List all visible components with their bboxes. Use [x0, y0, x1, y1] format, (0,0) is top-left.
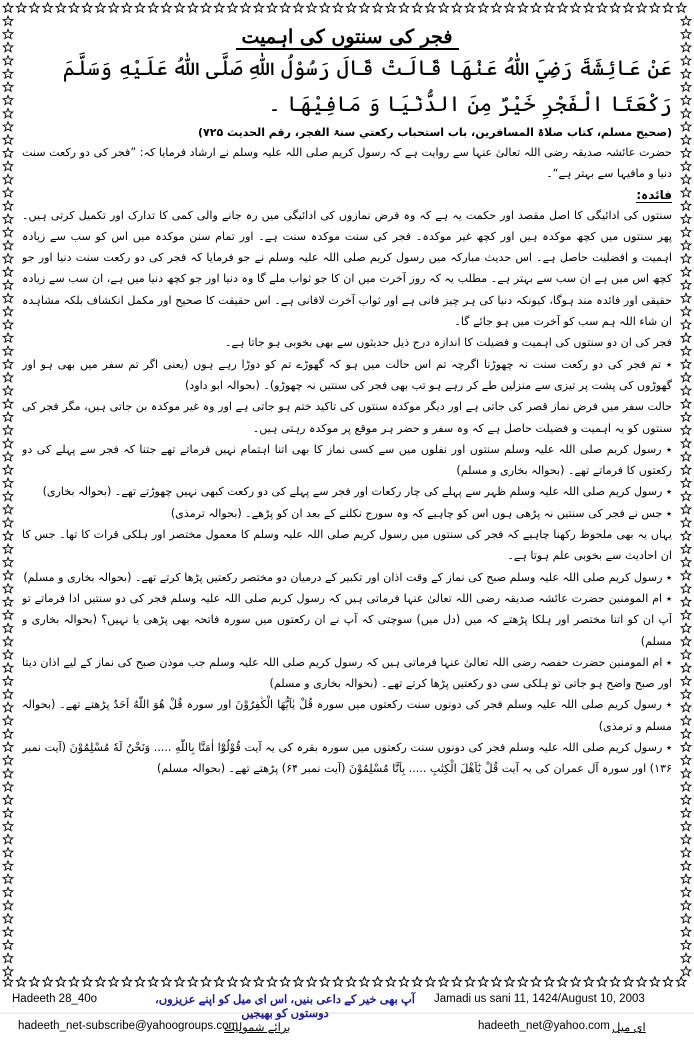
border-star: [201, 3, 211, 12]
border-star: [681, 293, 691, 302]
paragraph: فجر کی ان دو سنتوں کی اہمیت و فضیلت کا اندازہ درج ذیل حدیثوں سے بھی بخوبی ہو جاتا ہے۔: [225, 336, 672, 350]
border-star: [254, 3, 264, 12]
email-label: ای میل: [612, 1022, 646, 1034]
border-star: [16, 3, 26, 12]
border-star: [676, 3, 686, 12]
border-star: [544, 3, 554, 12]
border-star: [3, 953, 13, 962]
border-star: [681, 676, 691, 685]
faida-heading: فائدہ:: [636, 187, 672, 202]
border-star: [681, 359, 691, 368]
border-star: [681, 69, 691, 78]
footer: [0, 992, 694, 1042]
border-star: [30, 3, 40, 12]
border-star: [333, 3, 343, 12]
border-star: [681, 861, 691, 870]
border-star: [681, 320, 691, 329]
border-star: [681, 927, 691, 936]
border-star: [3, 504, 13, 513]
border-star: [3, 438, 13, 447]
border-star: [505, 3, 515, 12]
border-star: [3, 174, 13, 183]
border-star: [681, 663, 691, 672]
border-star: [681, 636, 691, 645]
border-star: [681, 95, 691, 104]
hadith-point: ٭ ام المومنین حضرت عائشہ صدیقہ رضی اللہ تعالیٰ عنہا فرماتی ہیں کہ رسول کریم صلی اللہ علیہ وسلم فجر کی دو سنتیں ادا فرماتے تو آپ ان کو اتنا مختصر اور ہلکا پڑھتے کہ میں (دل میں) سوچتی کہ آپ نے ان رکعتوں میں سورہ فاتحہ بھی پڑھی یا نہیں؟ (بحوالہ بخاری و مسلم): [22, 591, 672, 648]
border-star: [294, 3, 304, 12]
border-star: [681, 399, 691, 408]
hadith-point: ٭ رسول کریم صلی اللہ علیہ وسلم فجر کی دونوں سنت رکعتوں میں سورہ بقرہ کی یہ آیت قُوْلُوْٓا اٰمَنَّا بِاللّٰهِ ..... وَنَحْنُ لَهٗ مُسْلِمُوْنَ (آیت نمبر ۱۳۶) اور سورہ آل عمران کی یہ آیت قُلْ يٰٓاَهْلَ الْكِتٰبِ ..... بِاَنَّا مُسْلِمُوْنَ (آیت نمبر ۶۴) پڑھتے تھے۔ (بحوالہ مسلم): [22, 741, 672, 776]
border-star: [650, 3, 660, 12]
border-star: [3, 306, 13, 315]
border-star: [412, 3, 422, 12]
border-star: [681, 254, 691, 263]
border-star: [681, 504, 691, 513]
border-star: [452, 3, 462, 12]
border-star: [307, 3, 317, 12]
border-star: [681, 729, 691, 738]
border-star: [518, 3, 528, 12]
border-star: [681, 108, 691, 117]
border-star: [3, 557, 13, 566]
border-star: [681, 570, 691, 579]
border-star: [3, 452, 13, 461]
border-star: [681, 768, 691, 777]
border-star: [681, 821, 691, 830]
border-star: [214, 3, 224, 12]
border-star: [3, 610, 13, 619]
border-star: [681, 702, 691, 711]
border-star: [681, 557, 691, 566]
border-star: [3, 240, 13, 249]
border-star: [3, 821, 13, 830]
hadith-reference: (صحیح مسلم، کتاب صلاۃ المسافرین، باب استحباب رکعتي سنۃ الفجر، رقم الحدیث ۷۲۵): [198, 126, 672, 139]
border-star: [109, 3, 119, 12]
border-star: [320, 3, 330, 12]
border-star: [3, 570, 13, 579]
border-star: [681, 188, 691, 197]
page-title: فجر کی سنتوں کی اہمیت: [22, 26, 672, 48]
border-star: [3, 333, 13, 342]
border-star: [3, 320, 13, 329]
border-star: [681, 966, 691, 975]
border-star: [3, 597, 13, 606]
border-star: [3, 267, 13, 276]
border-star: [3, 874, 13, 883]
border-star: [681, 465, 691, 474]
border-star: [681, 887, 691, 896]
arabic-hadith: عَنْ عَائِشَةَ رَضِيَ اللّٰهُ عَنْهَا قَالَتْ قَالَ رَسُوْلُ اللّٰهِ صَلَّى اللّٰهُ عَلَيْهِ وَسَلَّمَ رَكْعَتَا الْفَجْرِ خَيْرٌ مِنَ الدُّنْيَا وَ مَافِيْهَا ۔: [62, 56, 672, 116]
border-star: [681, 597, 691, 606]
share-message: آپ بھی خیر کے داعی بنیں، اس ای میل کو اپنے عزیزوں، دوستوں کو بھیجیں: [154, 994, 415, 1020]
border-star: [3, 977, 13, 986]
border-star: [3, 359, 13, 368]
border-star: [3, 122, 13, 131]
border-star: [399, 3, 409, 12]
border-star: [681, 56, 691, 65]
border-star: [681, 650, 691, 659]
border-star: [681, 940, 691, 949]
border-star: [3, 702, 13, 711]
border-star: [188, 3, 198, 12]
border-star: [681, 135, 691, 144]
border-star: [681, 848, 691, 857]
border-star: [681, 478, 691, 487]
border-star: [3, 755, 13, 764]
border-star: [3, 518, 13, 527]
border-star: [228, 3, 238, 12]
border-star: [3, 280, 13, 289]
border-star: [3, 399, 13, 408]
border-star: [267, 3, 277, 12]
border-star: [3, 623, 13, 632]
border-star: [3, 848, 13, 857]
border-star: [3, 768, 13, 777]
border-star: [681, 161, 691, 170]
border-star: [681, 346, 691, 355]
border-star: [3, 861, 13, 870]
border-star: [531, 3, 541, 12]
border-star: [3, 346, 13, 355]
border-star: [148, 3, 158, 12]
border-star: [3, 412, 13, 421]
contact-email-link[interactable]: hadeeth_net@yahoo.com: [478, 1020, 610, 1032]
border-star: [681, 372, 691, 381]
border-star: [3, 42, 13, 51]
border-star: [681, 782, 691, 791]
border-star: [681, 214, 691, 223]
border-star: [3, 108, 13, 117]
border-star: [681, 425, 691, 434]
border-star: [681, 953, 691, 962]
border-star: [3, 531, 13, 540]
border-star: [681, 122, 691, 131]
border-star: [681, 280, 691, 289]
border-star: [3, 914, 13, 923]
border-star: [478, 3, 488, 12]
border-star: [558, 3, 568, 12]
border-star: [681, 795, 691, 804]
border-star: [681, 42, 691, 51]
border-star: [43, 3, 53, 12]
border-star: [681, 755, 691, 764]
border-star: [681, 386, 691, 395]
border-star: [3, 742, 13, 751]
border-star: [3, 148, 13, 157]
border-star: [3, 544, 13, 553]
border-star: [360, 3, 370, 12]
paragraph: یہاں یہ بھی ملحوظ رکھنا چاہیے کہ فجر کی سنتوں میں رسول کریم صلی اللہ علیہ وسلم کا معمول مختصر اور ہلکی قرات کا تھا۔ جس کا ان احادیث سے بخوبی علم ہوتا ہے۔: [22, 528, 672, 563]
border-star: [3, 491, 13, 500]
border-star: [681, 201, 691, 210]
border-star: [3, 663, 13, 672]
border-star: [241, 3, 251, 12]
border-star: [3, 808, 13, 817]
border-star: [3, 584, 13, 593]
border-star: [162, 3, 172, 12]
border-star: [426, 3, 436, 12]
border-star: [681, 544, 691, 553]
border-star: [3, 689, 13, 698]
border-star: [3, 795, 13, 804]
border-star: [681, 900, 691, 909]
border-star: [3, 293, 13, 302]
border-star: [3, 372, 13, 381]
border-star: [3, 227, 13, 236]
border-star: [3, 16, 13, 25]
hadith-point: ٭ رسول کریم صلی اللہ علیہ وسلم صبح کی نماز کے وقت اذان اور تکبیر کے درمیان دو مختصر رکعتیں پڑھا کرتے تھے۔ (بحوالہ بخاری و مسلم): [23, 570, 672, 584]
border-star: [571, 3, 581, 12]
border-star: [681, 306, 691, 315]
border-star: [681, 227, 691, 236]
border-star: [56, 3, 66, 12]
border-star: [681, 518, 691, 527]
border-star: [624, 3, 634, 12]
border-star: [681, 874, 691, 883]
border-star: [681, 240, 691, 249]
border-star: [676, 977, 686, 986]
border-star: [3, 834, 13, 843]
border-star: [681, 689, 691, 698]
border-star: [681, 531, 691, 540]
border-star: [681, 148, 691, 157]
border-star: [82, 3, 92, 12]
border-star: [681, 82, 691, 91]
border-star: [681, 914, 691, 923]
border-star: [346, 3, 356, 12]
border-star: [280, 3, 290, 12]
border-star: [3, 465, 13, 474]
hadith-point: ٭ تم فجر کی دو رکعت سنت نہ چھوڑنا اگرچہ تم اس حالت میں ہو کہ گھوڑے تم کو دوڑا رہے ہوں (یعنی اگر تم سفر میں بھی ہو اور گھوڑوں کی پشت پر تیزی سے منزلیں طے کر رہے ہو تب بھی فجر کی سنتیں نہ چھوڑو)۔ (بحوالہ ابو داود): [22, 357, 672, 392]
border-star: [3, 161, 13, 170]
hadith-point: ٭ رسول کریم صلی اللہ علیہ وسلم ظہر سے پہلے کی چار رکعات اور فجر سے پہلے کی دو رکعت کبھی نہیں چھوڑتے تھے۔ (بحوالہ بخاری): [42, 485, 672, 499]
subscribe-email-link[interactable]: hadeeth_net-subscribe@yahoogroups.com: [18, 1020, 239, 1032]
border-star: [681, 623, 691, 632]
border-star: [681, 491, 691, 500]
border-star: [3, 29, 13, 38]
border-star: [3, 887, 13, 896]
border-star: [373, 3, 383, 12]
border-star: [3, 782, 13, 791]
border-star: [122, 3, 132, 12]
border-star: [3, 650, 13, 659]
border-star: [3, 940, 13, 949]
hadith-point: ٭ جس نے فجر کی سنتیں نہ پڑھی ہوں اس کو چاہیے کہ وہ سورج نکلنے کے بعد ان کو پڑھے۔ (بحوالہ ترمذی): [170, 506, 672, 520]
border-star: [175, 3, 185, 12]
border-star: [3, 135, 13, 144]
border-star: [681, 412, 691, 421]
border-star: [681, 267, 691, 276]
border-star: [3, 676, 13, 685]
border-star: [3, 214, 13, 223]
border-star: [3, 254, 13, 263]
hadith-point: ٭ رسول کریم صلی اللہ علیہ وسلم سنتوں اور نفلوں میں سے کسی نماز کا بھی اتنا اہتمام نہیں فرماتے تھے جتنا کہ فجر سے پہلے کی دو رکعتوں کا فرماتے تھے۔ (بحوالہ بخاری و مسلم): [22, 442, 672, 478]
border-star: [681, 438, 691, 447]
border-star: [135, 3, 145, 12]
hadith-translation: حضرت عائشہ صدیقہ رضی اللہ تعالیٰ عنہا سے روایت ہے کہ رسول کریم صلی اللہ علیہ وسلم نے ارشاد فرمایا کہ: ”فجر کی دو رکعت سنت دنیا و مافیہا سے بہتر ہے“۔: [22, 146, 672, 181]
border-star: [3, 201, 13, 210]
border-star: [3, 188, 13, 197]
border-star: [681, 452, 691, 461]
border-star: [681, 742, 691, 751]
date-label: Jamadi us sani 11, 1424/August 10, 2003: [434, 993, 645, 1005]
border-star: [610, 3, 620, 12]
border-star: [3, 95, 13, 104]
border-star: [3, 56, 13, 65]
border-star: [3, 966, 13, 975]
border-star: [3, 3, 13, 12]
hadith-point: ٭ ام المومنین حضرت حفصہ رضی اللہ تعالیٰ عنہا فرماتی ہیں کہ رسول کریم صلی اللہ علیہ وسلم جب موذن صبح کی نماز کے لیے اذان دیتا اور صبح واضح ہو جاتی تو ہلکی سی دو رکعتیں پڑھا کرتے تھے۔ (بحوالہ بخاری و مسلم): [22, 655, 672, 691]
border-star: [681, 333, 691, 342]
border-star: [3, 927, 13, 936]
border-star: [681, 834, 691, 843]
border-star: [637, 3, 647, 12]
border-star: [3, 69, 13, 78]
border-star: [492, 3, 502, 12]
hadeeth-number: Hadeeth 28_40o: [12, 993, 98, 1005]
subscribe-label: برائے شمولیت: [224, 1022, 291, 1034]
border-star: [96, 3, 106, 12]
border-star: [69, 3, 79, 12]
article-body: [22, 22, 672, 980]
border-star: [3, 716, 13, 725]
border-star: [439, 3, 449, 12]
border-star: [681, 16, 691, 25]
border-star: [386, 3, 396, 12]
border-star: [597, 3, 607, 12]
border-star: [663, 3, 673, 12]
border-star: [3, 425, 13, 434]
border-star: [3, 478, 13, 487]
border-star: [465, 3, 475, 12]
border-star: [3, 729, 13, 738]
border-star: [681, 610, 691, 619]
border-star: [681, 808, 691, 817]
paragraph: حالت سفر میں فرض نماز قصر کی جاتی ہے اور دیگر موکدہ سنتوں کی تاکید ختم ہو جاتی ہے اور وہ غیر موکدہ بن جاتی ہیں، مگر فجر کی سنتوں کو یہ اہمیت و فضیلت حاصل ہے کہ وہ سفر و حضر ہر موقع پر موکدہ رہتی ہیں۔: [22, 400, 672, 435]
border-star: [3, 82, 13, 91]
hadith-point: ٭ رسول کریم صلی اللہ علیہ وسلم فجر کی دونوں سنت رکعتوں میں سورہ قُلْ يٰاَيُّهَا الْكٰفِرُوْنَ اور سورہ قُلْ هُوَ اللّٰهُ اَحَدٌ پڑھتے تھے۔ (بحوالہ مسلم و ترمذی): [22, 698, 672, 733]
border-star: [3, 386, 13, 395]
border-star: [681, 29, 691, 38]
border-star: [3, 900, 13, 909]
border-star: [681, 174, 691, 183]
paragraph: سنتوں کی ادائیگی کا اصل مقصد اور حکمت یہ ہے کہ وہ فرض نمازوں کی ادائیگی میں رہ جانے والی کمی کا تدارک اور تکمیل کرتی ہیں۔ پھر سنتوں میں کچھ موکدہ ہیں اور کچھ غیر موکدہ۔ فجر کی سنت موکدہ سنت ہے۔ اور تمام سنن موکدہ میں اس کو سب سے زیادہ اہمیت و افضلیت حاصل ہے۔ اس حدیث مبارکہ میں رسول کریم صلی اللہ علیہ وسلم نے جو فرمایا کہ فجر کی دو رکعت سنت دنیا اور جو کچھ اس میں ہے ان سب سے بہتر ہے۔ مطلب یہ کہ روز آخرت میں ان کا جو ثواب ملے گا وہ دنیا اور جو کچھ دنیا میں ہے، ان سب سے زیادہ حقیقی اور فائدہ مند ہوگا، کیونکہ دنیا کی ہر چیز فانی ہے اور ثواب آخرت لافانی ہے۔ اس حقیقت کا صحیح اور مکمل انکشاف بلکہ مشاہدہ ان شاء اللہ ہم سب کو آخرت میں ہو جائے گا۔: [22, 208, 672, 329]
border-star: [681, 716, 691, 725]
border-star: [681, 584, 691, 593]
border-star: [3, 636, 13, 645]
border-star: [584, 3, 594, 12]
